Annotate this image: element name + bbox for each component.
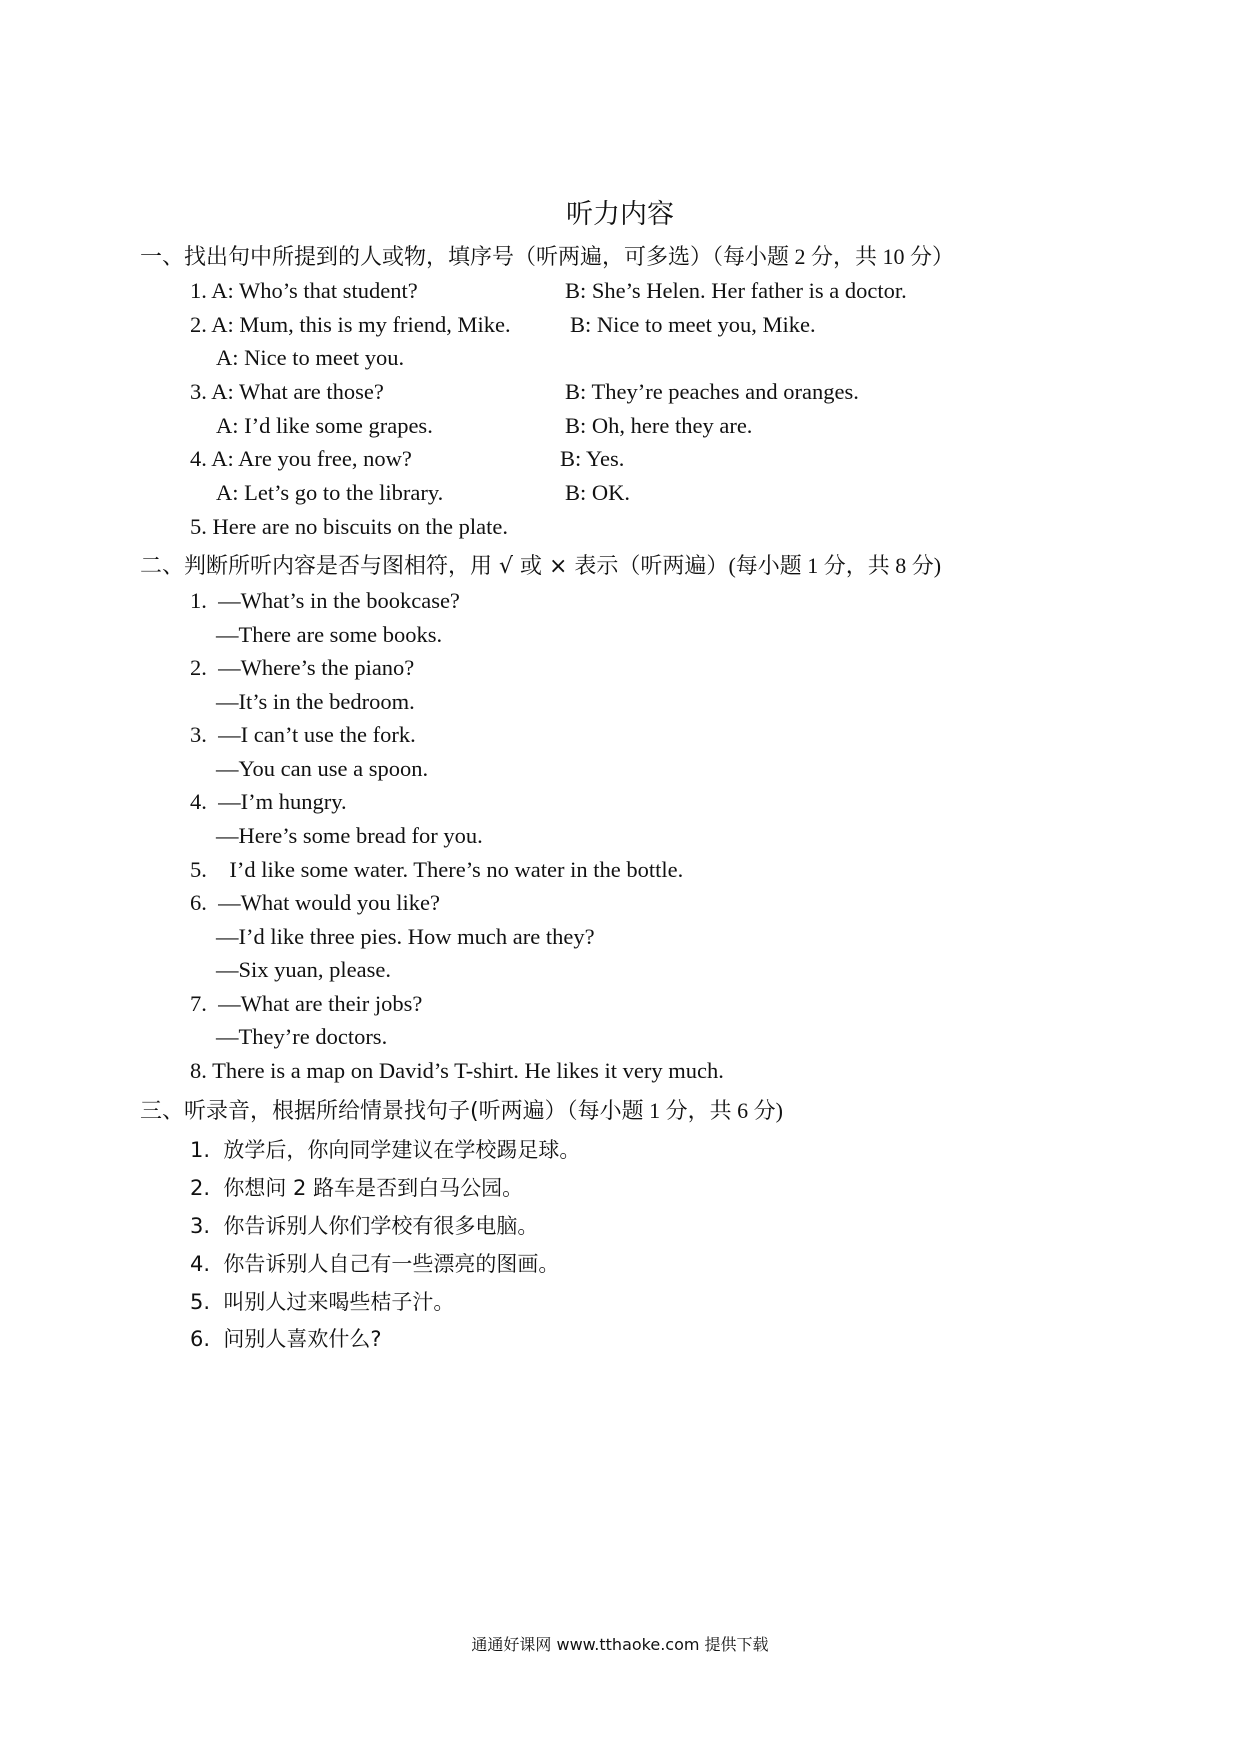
part1-line-1b: B: She’s Helen. Her father is a doctor. — [565, 278, 907, 303]
part1-line-1a: 1. A: Who’s that student? — [190, 278, 418, 303]
part1-line-4b: B: They’re peaches and oranges. — [565, 379, 859, 404]
part1-line-6b: B: Yes. — [560, 446, 625, 471]
part3-line-6: 6. 问别人喜欢什么? — [190, 1327, 382, 1351]
part3-line-1: 1. 放学后，你向同学建议在学校踢足球。 — [190, 1138, 581, 1162]
section-2-points: (每小题 1 分，共 8 分) — [728, 553, 942, 578]
part2-line-13: 7. —What are their jobs? — [190, 991, 423, 1016]
section-3-title: 三、听录音，根据所给情景找句子(听两遍） — [140, 1099, 567, 1124]
section-1-heading — [140, 240, 954, 271]
part1-line-5a: A: I’d like some grapes. — [216, 413, 433, 438]
part2-line-14: —They’re doctors. — [216, 1024, 388, 1049]
part2-line-2: —There are some books. — [216, 622, 443, 647]
part1-line-2b: B: Nice to meet you, Mike. — [570, 312, 816, 337]
part1-line-5b: B: Oh, here they are. — [565, 413, 753, 438]
section-1-points: （每小题 2 分，共 10 分） — [712, 244, 955, 269]
part1-line-2a: 2. A: Mum, this is my friend, Mike. — [190, 312, 511, 337]
part1-line-7b: B: OK. — [565, 480, 631, 505]
part2-line-3: 2. —Where’s the piano? — [190, 655, 415, 680]
part1-line-6a: 4. A: Are you free, now? — [190, 446, 412, 471]
section-1-title: 一、找出句中所提到的人或物，填序号（听两遍，可多选） — [140, 245, 713, 270]
part2-line-11: —I’d like three pies. How much are they? — [216, 924, 595, 949]
part2-line-15: 8. There is a map on David’s T-shirt. He likes it very much. — [190, 1058, 724, 1083]
part1-line-8a: 5. Here are no biscuits on the plate. — [190, 514, 509, 539]
part3-line-4: 4. 你告诉别人自己有一些漂亮的图画。 — [190, 1252, 560, 1276]
part2-line-6: —You can use a spoon. — [216, 756, 429, 781]
part2-line-4: —It’s in the bedroom. — [216, 689, 415, 714]
part3-line-3: 3. 你告诉别人你们学校有很多电脑。 — [190, 1214, 539, 1238]
section-3-heading — [140, 1094, 783, 1125]
page-title: 听力内容 — [566, 199, 674, 230]
part2-line-7: 4. —I’m hungry. — [190, 789, 347, 814]
part3-line-5: 5. 叫别人过来喝些桔子汁。 — [190, 1290, 455, 1314]
part1-line-3a: A: Nice to meet you. — [216, 345, 405, 370]
part2-line-9: 5. I’d like some water. There’s no water in the bottle. — [190, 857, 684, 882]
section-2-heading — [140, 549, 941, 580]
part2-line-10: 6. —What would you like? — [190, 890, 440, 915]
page-footer: 通通好课网 www.tthaoke.com 提供下载 — [471, 1635, 769, 1654]
part2-line-1: 1. —What’s in the bookcase? — [190, 588, 460, 613]
part1-line-4a: 3. A: What are those? — [190, 379, 384, 404]
part2-line-8: —Here’s some bread for you. — [216, 823, 483, 848]
part1-line-7a: A: Let’s go to the library. — [216, 480, 444, 505]
part2-line-5: 3. —I can’t use the fork. — [190, 722, 416, 747]
section-2-title: 二、判断所听内容是否与图相符，用 √ 或 × 表示（听两遍） — [140, 554, 729, 579]
section-3-points: （每小题 1 分，共 6 分) — [566, 1098, 783, 1123]
part3-line-2: 2. 你想问 2 路车是否到白马公园。 — [190, 1176, 524, 1200]
part2-line-12: —Six yuan, please. — [216, 957, 391, 982]
